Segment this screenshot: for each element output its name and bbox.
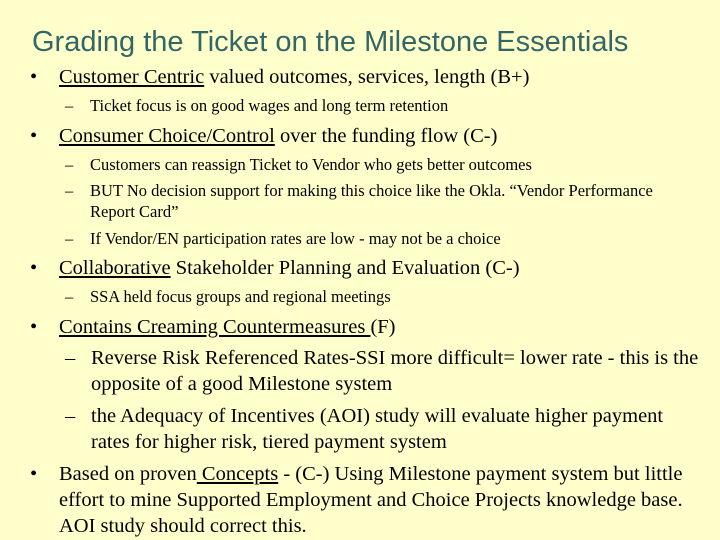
bullet-marker: • (30, 316, 38, 338)
bullet-text: - (C-) Using Milestone payment system but little effort to mine Supported Employment and Choice Projects knowledge base. AOI study should correct this. (59, 463, 683, 537)
slide-title: Grading the Ticket on the Milestone Essentials (32, 26, 629, 58)
sub-bullet-text: Customers can reassign Ticket to Vendor who gets better outcomes (90, 155, 532, 174)
bullet-marker: • (30, 125, 38, 147)
bullet-concepts (30, 461, 690, 539)
bullet-customer-centric (30, 64, 529, 90)
sub-bullet-marker: – (65, 347, 76, 369)
sub-bullet-marker: – (65, 229, 74, 248)
sub-bullet-marker: – (65, 287, 74, 306)
bullet-marker: • (30, 66, 38, 88)
bullet-text: over the funding flow (C-) (274, 125, 498, 147)
bullet-marker: • (30, 463, 38, 485)
sub-bullet-ticket-focus (65, 95, 448, 116)
sub-bullet-marker: – (65, 405, 76, 427)
sub-bullet-decision-support (65, 180, 685, 222)
sub-bullet-participation (65, 228, 501, 249)
bullet-consumer-choice (30, 123, 497, 149)
sub-bullet-focus-groups (65, 286, 391, 307)
sub-bullet-marker: – (65, 181, 74, 200)
bullet-heading: Customer Centric (59, 66, 205, 88)
bullet-text-pre: Based on proven (59, 463, 197, 485)
sub-bullet-reverse-risk (65, 345, 701, 397)
sub-bullet-text: BUT No decision support for making this choice like the Okla. “Vendor Performance Report Card” (90, 181, 653, 221)
bullet-heading: Collaborative (59, 257, 171, 279)
sub-bullet-text: If Vendor/EN participation rates are low - may not be a choice (90, 229, 501, 248)
bullet-text: Stakeholder Planning and Evaluation (C-) (170, 257, 520, 279)
bullet-creaming (30, 314, 396, 340)
bullet-text: valued outcomes, services, length (B+) (204, 66, 530, 88)
sub-bullet-text: the Adequacy of Incentives (AOI) study will evaluate higher payment rates for higher risk, tiered payment system (91, 405, 664, 453)
sub-bullet-marker: – (65, 155, 74, 174)
bullet-marker: • (30, 257, 38, 279)
bullet-text: (F) (370, 316, 396, 338)
sub-bullet-text: SSA held focus groups and regional meetings (90, 287, 391, 306)
bullet-heading: Consumer Choice/Control (59, 125, 275, 147)
bullet-collaborative (30, 255, 520, 281)
bullet-heading: Contains Creaming Countermeasures (59, 316, 371, 338)
sub-bullet-text: Ticket focus is on good wages and long term retention (90, 96, 449, 115)
sub-bullet-reassign (65, 154, 532, 175)
sub-bullet-aoi-study (65, 403, 701, 455)
sub-bullet-marker: – (65, 96, 74, 115)
bullet-heading: Concepts (196, 463, 279, 485)
sub-bullet-text: Reverse Risk Referenced Rates-SSI more difficult= lower rate - this is the opposite of a good Milestone system (91, 347, 699, 395)
